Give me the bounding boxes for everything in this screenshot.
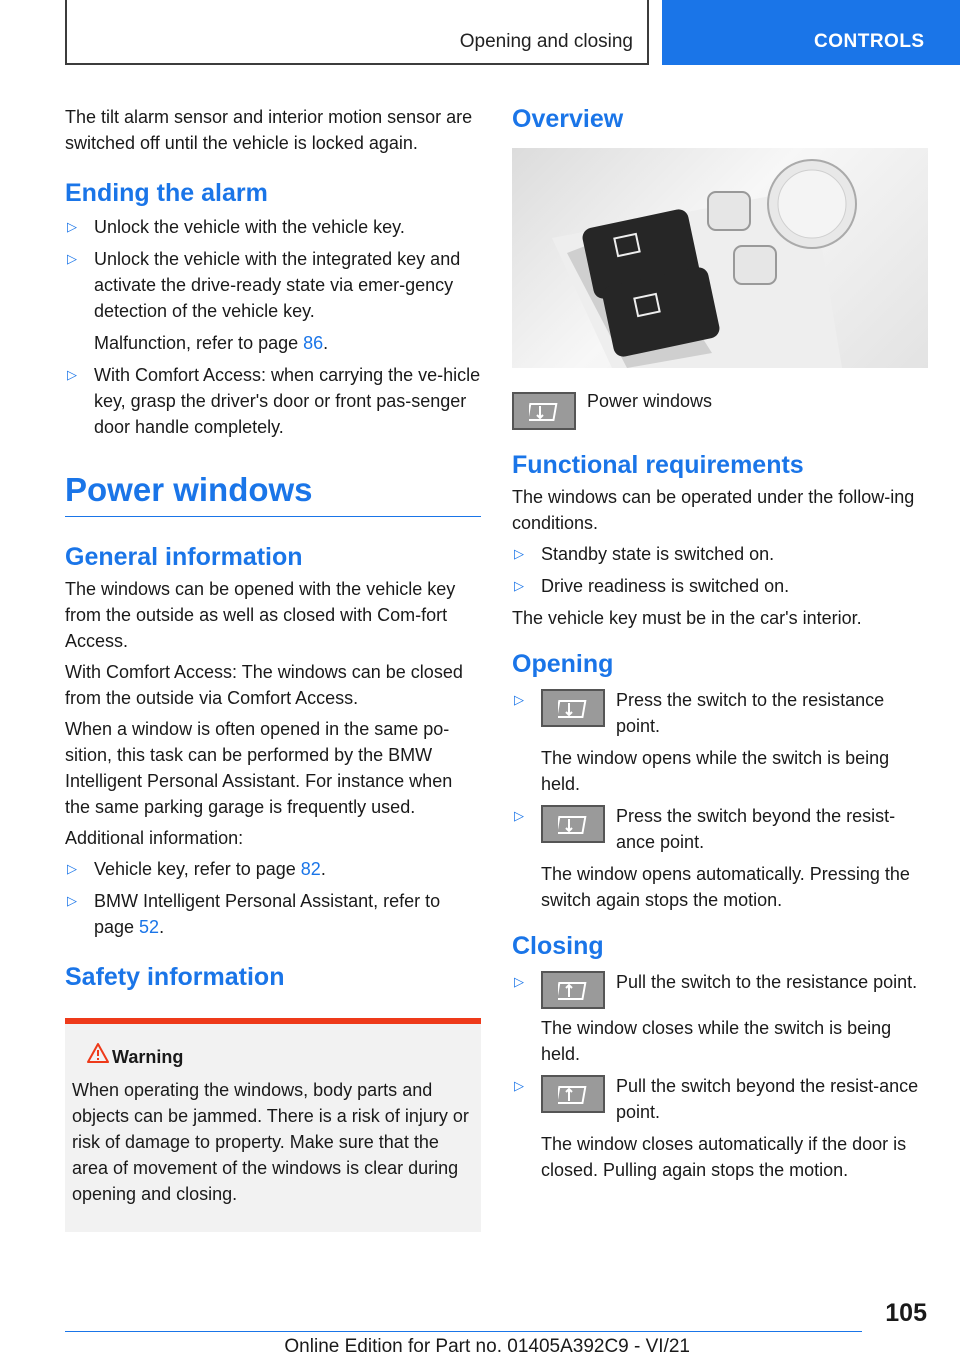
list-item: ▷ BMW Intelligent Personal Assistant, refer to page 52. (65, 888, 481, 940)
safety-information-heading: Safety information (65, 963, 285, 991)
functional-paragraph-1: The windows can be operated under the follow-ing conditions. (512, 487, 915, 533)
power-window-switch-icon (541, 805, 605, 843)
page-link-82[interactable]: 82 (300, 859, 321, 879)
triangle-right-icon: ▷ (67, 893, 77, 908)
general-paragraph-4: Additional information: (65, 828, 244, 848)
power-window-switch-icon (541, 1075, 605, 1113)
ending-alarm-heading: Ending the alarm (65, 179, 268, 207)
triangle-right-icon: ▷ (67, 251, 77, 266)
opening-heading: Opening (512, 650, 614, 678)
list-item: ▷ Vehicle key, refer to page 82. (65, 856, 481, 882)
triangle-right-icon: ▷ (67, 219, 77, 234)
closing-list (512, 969, 928, 1183)
functional-paragraph-2: The vehicle key must be in the car's interior. (512, 608, 862, 628)
opening-list (512, 687, 928, 913)
warning-triangle-icon (87, 1042, 109, 1064)
general-paragraph-2: With Comfort Access: The windows can be closed from the outside via Comfort Access. (65, 662, 463, 708)
triangle-right-icon: ▷ (514, 808, 524, 823)
triangle-right-icon: ▷ (514, 974, 524, 989)
header-section-title: Opening and closing (459, 31, 633, 52)
general-paragraph-1: The windows can be opened with the vehicle key from the outside as well as closed with Com-fort Access. (65, 579, 456, 651)
list-item: ▷ Pull the switch beyond the resist-ance point. The window closes automatically if the door is closed. Pulling again stops the motion. (512, 1073, 928, 1183)
footer-edition: Online Edition for Part no. 01405A392C9 - VI/21 (284, 1336, 690, 1357)
warning-box (65, 1018, 481, 1232)
general-information-heading: General information (65, 543, 303, 571)
header-chapter-tab (662, 0, 960, 65)
list-item: ▷ Press the switch beyond the resist-ance point. The window opens automatically. Pressing the switch again stops the motion. (512, 803, 928, 913)
list-item: ▷ Drive readiness is switched on. (512, 573, 928, 599)
intro-paragraph: The tilt alarm sensor and interior motion sensor are switched off until the vehicle is locked again. (65, 107, 473, 153)
malfunction-note: Malfunction, refer to page 86. (94, 333, 329, 353)
left-column (65, 104, 481, 1232)
page-link-86[interactable]: 86 (303, 333, 324, 353)
triangle-right-icon: ▷ (67, 861, 77, 876)
functional-list (512, 541, 928, 599)
header-chapter-title: CONTROLS (814, 31, 925, 52)
list-item: ▷ Unlock the vehicle with the vehicle key. (65, 214, 481, 240)
ending-alarm-list (65, 214, 481, 440)
list-item: ▷ Unlock the vehicle with the integrated key and activate the drive-ready state via emer-gency detection of the vehicle key. Malfunction, refer to page 86. (65, 246, 481, 356)
power-window-switch-illustration (512, 148, 928, 368)
additional-info-list (65, 856, 481, 940)
right-column (512, 104, 928, 1189)
power-windows-heading: Power windows (65, 471, 313, 508)
functional-requirements-heading: Functional requirements (512, 451, 804, 479)
triangle-right-icon: ▷ (67, 367, 77, 382)
warning-text: When operating the windows, body parts and objects can be jammed. There is a risk of injury or risk of damage to property. Make sure that the area of movement of the windows is clear during opening and closing. (72, 1080, 469, 1204)
triangle-right-icon: ▷ (514, 692, 524, 707)
header-section-box (65, 0, 649, 65)
list-item: ▷ Press the switch to the resistance point. The window opens while the switch is being held. (512, 687, 928, 797)
overview-caption-row (512, 388, 928, 428)
power-window-switch-icon (541, 971, 605, 1009)
general-paragraph-3: When a window is often opened in the same po-sition, this task can be performed by the BMW Intelligent Personal Assistant. For instance when the same parking garage is frequently used. (65, 719, 453, 817)
overview-heading: Overview (512, 105, 624, 133)
list-item: ▷ Pull the switch to the resistance point. The window closes while the switch is being held. (512, 969, 928, 1067)
heading-rule (65, 516, 481, 517)
triangle-right-icon: ▷ (514, 578, 524, 593)
footer-rule (65, 1331, 862, 1332)
page-link-52[interactable]: 52 (139, 917, 160, 937)
power-windows-switch-photo (512, 148, 928, 368)
closing-heading: Closing (512, 932, 604, 960)
list-item: ▷ With Comfort Access: when carrying the ve-hicle key, grasp the driver's door or front pas-senger door handle completely. (65, 362, 481, 440)
page-number: 105 (885, 1299, 927, 1327)
triangle-right-icon: ▷ (514, 546, 524, 561)
overview-caption: Power windows (587, 391, 713, 411)
list-item: ▷ Standby state is switched on. (512, 541, 928, 567)
power-window-switch-icon (512, 392, 576, 430)
warning-title: Warning (72, 1044, 474, 1070)
triangle-right-icon: ▷ (514, 1078, 524, 1093)
power-window-switch-icon (541, 689, 605, 727)
